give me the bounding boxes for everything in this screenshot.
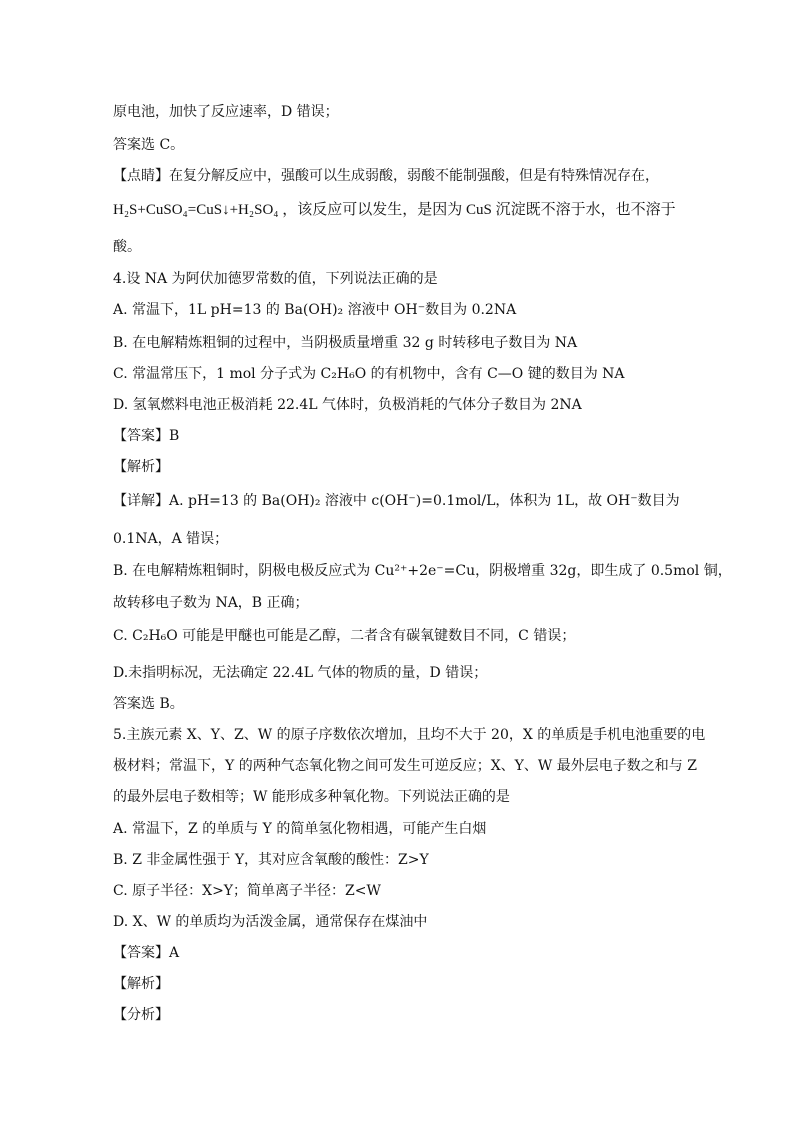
question-5-stem: 5.主族元素 X、Y、Z、W 的原子序数依次增加，且均不大于 20，X 的单质是手机电池重要的电: [113, 727, 706, 743]
tip-heading-line: 【点睛】在复分解反应中，强酸可以生成弱酸，弱酸不能制强酸，但是有特殊情况存在，: [113, 168, 659, 184]
text-line: 答案选 C。: [113, 137, 185, 153]
question-5-option-a: A. 常温下，Z 的单质与 Y 的简单氢化物相遇，可能产生白烟: [113, 821, 487, 837]
detail-line: C. C₂H₆O 可能是甲醚也可能是乙醇，二者含有碳氧键数目不同，C 错误；: [113, 628, 576, 644]
question-5-option-d: D. X、W 的单质均为活泼金属，通常保存在煤油中: [113, 914, 428, 930]
question-5-stem: 的最外层电子数相等；W 能形成多种氧化物。下列说法正确的是: [113, 789, 510, 805]
question-4-option-a: A. 常温下，1L pH=13 的 Ba(OH)₂ 溶液中 OH⁻数目为 0.2NA: [113, 302, 517, 318]
detail-line: B. 在电解精炼粗铜时，阴极电极反应式为 Cu²⁺+2e⁻=Cu，阴极增重 32g，即生成了 0.5mol 铜，: [113, 563, 732, 579]
detail-line: D.未指明标况，无法确定 22.4L 气体的物质的量，D 错误；: [113, 665, 488, 681]
question-4-option-c: C. 常温常压下，1 mol 分子式为 C₂H₆O 的有机物中，含有 C—O 键的数目为 NA: [113, 366, 625, 382]
text-line: 答案选 B。: [113, 696, 184, 712]
question-4-option-b: B. 在电解精炼粗铜的过程中，当阴极质量增重 32 g 时转移电子数目为 NA: [113, 335, 578, 351]
detail-line: 0.1NA，A 错误；: [113, 531, 229, 547]
detail-line: 【详解】A. pH=13 的 Ba(OH)₂ 溶液中 c(OH⁻)=0.1mol/L，体积为 1L，故 OH⁻数目为: [113, 493, 680, 509]
question-4-stem: 4.设 NA 为阿伏加德罗常数的值，下列说法正确的是: [113, 271, 438, 287]
answer-heading: 【答案】B: [113, 428, 180, 444]
analysis-subheading: 【分析】: [113, 1007, 169, 1023]
analysis-heading: 【解析】: [113, 976, 169, 992]
text-line: 酸。: [113, 239, 141, 255]
question-4-option-d: D. 氢氧燃料电池正极消耗 22.4L 气体时，负极消耗的气体分子数目为 2NA: [113, 397, 582, 413]
question-5-option-c: C. 原子半径：X>Y；简单离子半径：Z<W: [113, 883, 381, 899]
detail-line: 故转移电子数为 NA，B 正确；: [113, 595, 309, 611]
analysis-heading: 【解析】: [113, 459, 169, 475]
question-5-option-b: B. Z 非金属性强于 Y，其对应含氧酸的酸性：Z>Y: [113, 852, 429, 868]
answer-heading: 【答案】A: [113, 945, 180, 961]
equation-line: H₂S+CuSO₄=CuS↓+H₂SO₄ ，该反应可以发生，是因为 CuS 沉淀既不溶于水，也不溶于: [113, 202, 676, 218]
question-5-stem: 极材料；常温下，Y 的两种气态氧化物之间可发生可逆反应；X、Y、W 最外层电子数之和与 Z: [113, 758, 697, 774]
text-line: 原电池，加快了反应速率，D 错误；: [113, 104, 339, 120]
